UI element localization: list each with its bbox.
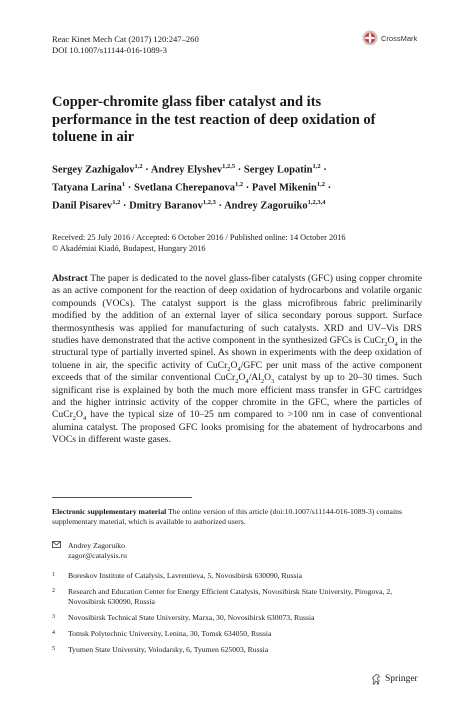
copyright-line: © Akadémiai Kiadó, Budapest, Hungary 2016 bbox=[52, 243, 206, 253]
article-title: Copper-chromite glass fiber catalyst and its performance in the test reaction of deep oxidation of toluene in air bbox=[52, 94, 376, 145]
affiliation-text: Boreskov Institute of Catalysis, Lavrentieva, 5, Novosibirsk 630090, Russia bbox=[68, 571, 303, 580]
author-affil-sup: 1,2 bbox=[112, 199, 121, 206]
publisher-name: Springer bbox=[385, 674, 418, 684]
abstract-text: /GFC per unit mass of the active component exceeds that of the similar conventional CuCr bbox=[52, 359, 422, 384]
abstract-text: catalyst by up to 20–30 times. Such significant rise is explained by both the much more efficient mass transfer in GFC cartridges and the higher intrinsic activity of the copper chromite in the GFC, where the particles of CuCr bbox=[52, 372, 422, 421]
subscript: 2 bbox=[227, 365, 231, 373]
affiliation-number: 4 bbox=[52, 630, 55, 636]
affiliation bbox=[52, 629, 422, 639]
abstract-text: in the structural type of partially inverted spinel. As shown in experiments with the deep oxidation of toluene in air, the specific activity of CuCr bbox=[52, 335, 422, 371]
author-affil-sup: 1,2 bbox=[312, 163, 321, 170]
subscript: 3 bbox=[271, 378, 275, 386]
abstract-text: O bbox=[230, 359, 238, 371]
abstract-text: O bbox=[238, 372, 246, 384]
esm-label: Electronic supplementary material bbox=[52, 507, 167, 516]
affiliation-number: 1 bbox=[52, 572, 55, 578]
author-affil-sup: 1,2 bbox=[234, 181, 244, 188]
subscript: 4 bbox=[237, 365, 241, 373]
crossmark-label: CrossMark bbox=[381, 33, 418, 43]
author-affil-sup: 1 bbox=[121, 181, 126, 188]
author-affil-sup: 1,2 bbox=[316, 181, 326, 188]
author-name: Andrey Zagoruiko bbox=[224, 200, 308, 212]
affiliation bbox=[52, 571, 422, 581]
subscript: 4 bbox=[82, 415, 87, 423]
abstract-label: Abstract bbox=[52, 273, 88, 284]
supplementary-material-note bbox=[52, 507, 422, 528]
author-affil-sup: 1,2,5 bbox=[222, 163, 236, 170]
affiliation-text: Tyumen State University, Volodarsky, 6, Tyumen 625003, Russia bbox=[68, 645, 269, 654]
author-affil-sup: 1,2 bbox=[134, 163, 143, 170]
subscript: 4 bbox=[394, 340, 398, 348]
author-name: Svetlana Cherepanova bbox=[133, 182, 235, 194]
publisher-logo bbox=[370, 673, 418, 685]
author-name: Tatyana Larina bbox=[52, 182, 122, 194]
journal-reference bbox=[52, 34, 199, 56]
abstract-text: The paper is dedicated to the novel glass-fiber catalysts (GFC) using copper chromite as an active component for the reaction of deep oxidation of hydrocarbons and volatile organic compounds (VOCs). The catalyst support is the glass microfibrous fabric preliminarily modified by the addition of an external layer of silica secondary porous support. Surface thermosynthesis was applied for manufacturing of such catalysts. XRD and UV–Vis DRS studies have demonstrated that the active component in the synthesized GFCs is CuCr bbox=[52, 273, 422, 347]
envelope-icon bbox=[52, 541, 68, 551]
affiliation bbox=[52, 613, 422, 623]
crossmark-icon bbox=[362, 30, 378, 46]
dates-line: Received: 25 July 2016 / Accepted: 6 October 2016 / Published online: 14 October 2016 bbox=[52, 233, 346, 242]
author-name: Sergey Zazhigalov bbox=[52, 164, 135, 176]
affiliation-number: 5 bbox=[52, 646, 55, 652]
subscript: 2 bbox=[235, 378, 239, 386]
affiliation-text: Research and Education Center for Energy Efficient Catalysis, Novosibirsk State University, Pirogova, 2, Novosibirsk 630090, Russia bbox=[68, 587, 393, 607]
abstract-text: have the typical size of 10–25 nm compared to >100 nm in case of conventional alumina catalyst. The proposed GFC looks promising for the abatement of hydrocarbons and VOCs in different waste gases. bbox=[52, 409, 422, 446]
author-affil-sup: 1,2,3 bbox=[202, 199, 216, 206]
author-name: Andrey Elyshev bbox=[150, 164, 223, 176]
affiliation bbox=[52, 587, 422, 608]
abstract-text: O bbox=[264, 372, 272, 384]
author-name: Sergey Lopatin bbox=[243, 164, 313, 176]
crossmark-badge[interactable] bbox=[362, 30, 417, 46]
esm-text: The online version of this article (doi:10.1007/s11144-016-1089-3) contains supplementary material, which is available to authorized users. bbox=[52, 507, 402, 527]
footnote-divider bbox=[52, 497, 192, 498]
author-affil-sup: 1,2,3,4 bbox=[307, 199, 326, 206]
correspondence bbox=[52, 541, 127, 562]
springer-horse-icon bbox=[370, 673, 382, 685]
corresponding-author: Andrey Zagoruiko bbox=[68, 541, 125, 550]
publication-dates bbox=[52, 233, 346, 255]
author-name: Pavel Mikenin bbox=[251, 182, 317, 194]
affiliation-number: 3 bbox=[52, 614, 55, 620]
author-email[interactable]: zagor@catalysis.ru bbox=[68, 551, 127, 561]
abstract bbox=[52, 273, 422, 447]
affiliation-text: Novosibirsk Technical State University, Marxa, 30, Novosibirsk 630073, Russia bbox=[68, 613, 315, 622]
affiliation-number: 2 bbox=[52, 588, 55, 594]
subscript: 2 bbox=[260, 378, 265, 386]
subscript: 2 bbox=[72, 415, 77, 423]
affiliation bbox=[52, 645, 422, 655]
author-list: Sergey Zazhigalov$^{1,2}$ · Andrey Elyshev$^{1,2,5}$ · Sergey Lopatin$^{1,2}$ · Tatyana Larina$^1$ · Svetlana Cherepanova$^{1,2}$ · Pavel Mikenin$^{1,2}$ · Danil Pisarev$^{1,2}$ · Dmitry Baranov$^{1,2,3}$ · Andrey Zagoruiko$^{1,2,3,4}$ bbox=[52, 163, 332, 212]
abstract-text: O bbox=[76, 409, 83, 421]
author-name: Danil Pisarev bbox=[52, 200, 113, 212]
abstract-text: O bbox=[387, 335, 395, 347]
abstract-text: /Al bbox=[248, 372, 261, 384]
affiliation-text: Tomsk Polytechnic University, Lenina, 30, Tomsk 634050, Russia bbox=[68, 629, 272, 638]
subscript: 4 bbox=[245, 378, 249, 386]
subscript: 2 bbox=[384, 340, 388, 348]
doi-line: DOI 10.1007/s11144-016-1089-3 bbox=[52, 45, 167, 55]
journal-line: Reac Kinet Mech Cat (2017) 120:247–260 bbox=[52, 34, 199, 44]
author-name: Dmitry Baranov bbox=[129, 200, 203, 212]
